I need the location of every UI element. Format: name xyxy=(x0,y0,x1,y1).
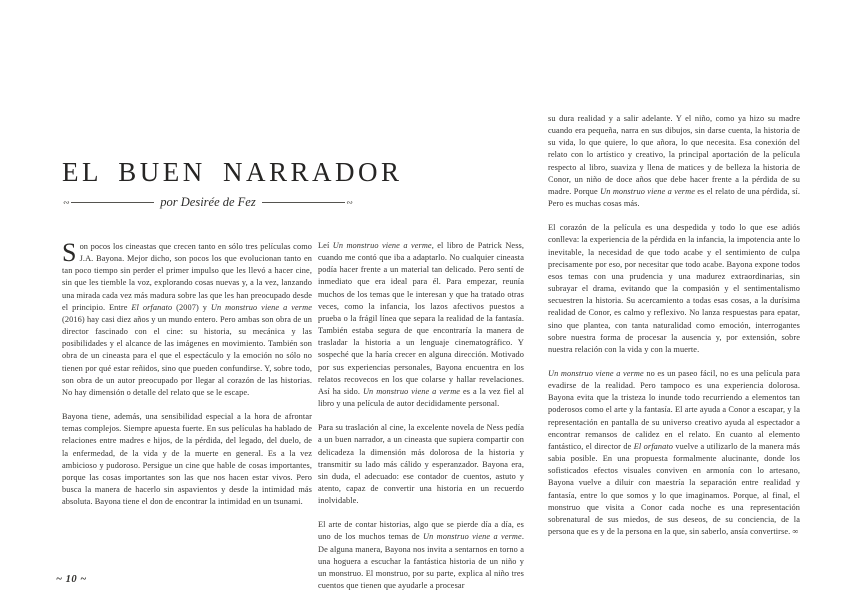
paragraph: Bayona tiene, además, una sensibilidad especial a la hora de afrontar temas complejos. Siempre apuesta fuerte. En sus películas ha hablado de relaciones entre madres e hijos, de la pérdida, del legado, del duelo, de la enfermedad, de la vida y de la muerte en general. Es a la vez ambicioso y pudoroso. Persigue un cine que hable de cosas importantes, porque las cosas importantes son las que nos hacen estar vivos. Pero busca la manera de hacerlo sin aspavientos y desde la intimidad más absoluta. Bayona tiene el don de encontrar la intimidad en un tsunami. xyxy=(62,412,312,507)
page-title: EL BUEN NARRADOR xyxy=(62,157,403,187)
byline-author: por Desirée de Fez xyxy=(160,195,256,209)
column-left xyxy=(62,238,312,520)
paragraph: Para su traslación al cine, la excelente novela de Ness pedía a un buen narrador, a un cineasta que supiera compartir con delicadeza la dimensión más dolorosa de la historia y transmitir su lado más cálido y esperanzador. Bayona era, sin duda, el adecuado: ese contador de cuentos, astuto y atento, capaz de convertir una historia en un recuerdo inolvidable. xyxy=(318,423,524,506)
byline-ornament-left-icon: ∾ xyxy=(63,197,70,207)
paragraph: Leí Un monstruo viene a verme, el libro de Patrick Ness, cuando me contó que iba a adaptarlo. No cualquier cineasta podía hacer frente a un material tan delicado. Pero sentí de inmediato que era ideal para él. Para empezar, reunía muchos de los temas que le interesan y que ha tratado otras veces, como la infancia, los lazos afectivos puestos a prueba o la frágil línea que separa la realidad de la fantasía. También estaba segura de que encontraría la manera de trasladar la historia a un lenguaje cinematográfico. Y sospeché que la haría crecer en alguna dirección. Motivado por sus experiencias personales, Bayona encuentra en los relatos recovecos en los que colarse y hallar revelaciones. Así ha sido. Un monstruo viene a verme es a la vez fiel al libro y una película de autor decididamente personal. xyxy=(318,241,525,409)
byline xyxy=(62,195,354,210)
byline-rule-right xyxy=(262,202,346,203)
paragraph: El arte de contar historias, algo que se pierde día a día, es uno de los muchos temas de Un monstruo viene a verme. De alguna manera, Bayona nos invita a sentarnos en torno a una hoguera a escuchar la fantástica historia de un niño y un monstruo. El monstruo, por su parte, explica al niño tres cuentos que tienen que ayudarle a procesar xyxy=(318,520,524,591)
paragraph: su dura realidad y a salir adelante. Y el niño, como ya hizo su madre cuando era pequeña, narra en sus dibujos, sin darse cuenta, la historia de su vida, lo que quiere, lo que añora, lo que necesita. Esa conexión del relato con lo artístico y creativo, la principal aportación de la película respecto al libro, suaviza y llena de matices y de belleza la historia de Conor, un niño de doce años que debe hacer frente a la pérdida de su madre. Porque Un monstruo viene a verme es el relato de una pérdida, sí. Pero es muchas cosas más. xyxy=(548,114,801,209)
paragraph: Son pocos los cineastas que crecen tanto en sólo tres películas como J.A. Bayona. Mejor dicho, son pocos los que evolucionan tanto en tan poco tiempo sin perder el primer impulso que les llevó a hacer cine, sin que les tiemble la voz, explorando cosas nuevas y, a la vez, lanzando una mirada cada vez más madura sobre las que les han preocupado desde el principio. Entre El orfanato (2007) y Un monstruo viene a verme (2016) hay casi diez años y un mundo entero. Pero ambas son obra de un director fascinado con el cine: su historia, su mecánica y las posibilidades y el alcance de las imágenes en movimiento. También son obra de un cineasta para el que el espectáculo y la emoción no sólo no tienen por qué estar reñidos, sino que pueden confundirse. Y, sobre todo, son obra de un autor preocupado por llegar al corazón de las historias. No hay dimensión o detalle del relato que se le escape. xyxy=(62,238,312,397)
paragraph: Un monstruo viene a verme no es un paseo fácil, no es una película para evadirse de la realidad. Pero tampoco es una experiencia dolorosa. Bayona evita que la tristeza lo inunde todo recurriendo a elementos tan poderosos como el arte y la fantasía. El arte ayuda a Conor a escapar, y la representación en pantalla de su universo creativo ayuda al espectador a encontrar remansos de calidez en el relato. En cuanto al elemento fantástico, el director de El orfanato vuelve a utilizarlo de la manera más sabia posible. En una propuesta formalmente alucinante, donde los sofisticados efectos visuales conviven en armonía con lo artesano, Bayona vuelve a diluir con maestría la separación entre realidad y fantasía, entre lo que somos y lo que imaginamos. Porque, al final, el monstruo que visita a Conor cada noche es una representación sobrenatural de sus miedos, de sus deseos, de su conciencia, de la persona que es y de la persona en la que, sin saberlo, ansía convertirse. ∞ xyxy=(548,368,800,536)
byline-rule-left xyxy=(71,202,155,203)
page-number: ~ 10 ~ xyxy=(56,574,87,585)
paragraph: El corazón de la película es una despedida y todo lo que ese adiós conlleva: la experiencia de la pérdida en la infancia, la impotencia ante lo inevitable, la necesidad de que todo acabe y el sentimiento de culpa precisamente por eso, por necesitar que todo acabe. Bayona expone todos esos temas con una prudencia y una madurez extraordinarias, sin subrayar el drama, evitando que la compasión y el sentimentalismo secuestren la historia. Su acercamiento a todas esas cosas, a la durísima realidad de Conor, es calmo y reflexivo. No lanza respuestas para epatar, sino que plantea, con tanta naturalidad como emoción, interrogantes sobre nuestra forma de procesar la ausencia y, por extensión, sobre nuestra relación con la vida y con la muerte. xyxy=(548,223,800,354)
column-middle xyxy=(318,240,524,604)
byline-ornament-right-icon: ∾ xyxy=(346,197,353,207)
column-right xyxy=(548,113,800,550)
article-header xyxy=(62,157,403,210)
